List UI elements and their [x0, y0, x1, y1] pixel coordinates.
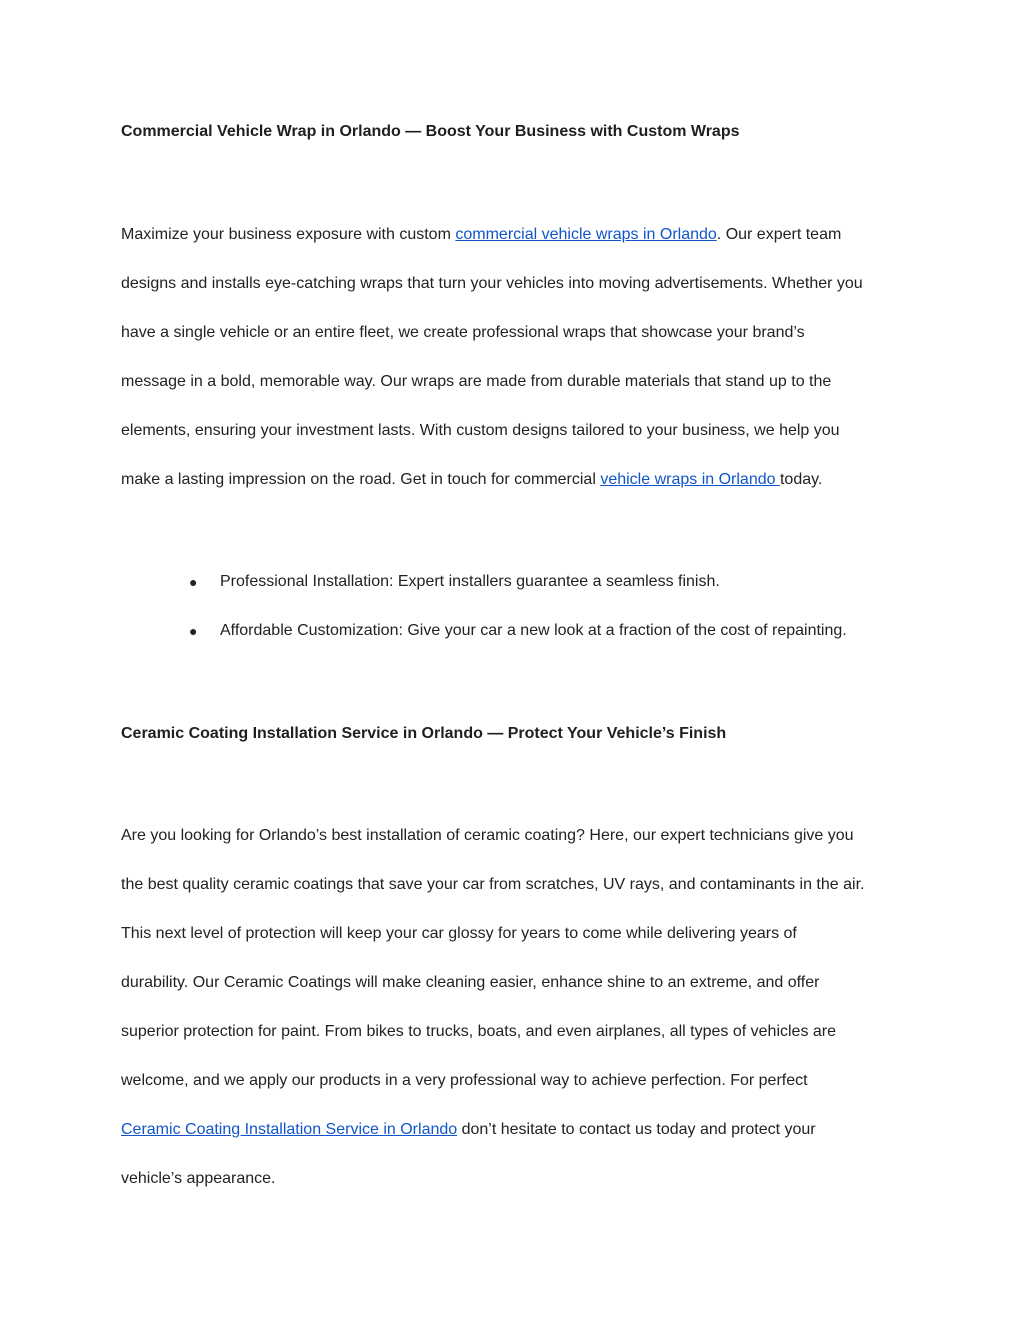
text-span: Maximize your business exposure with custom	[121, 226, 456, 243]
bullet-text: Professional Installation: Expert installers guarantee a seamless finish.	[220, 573, 720, 590]
paragraph-line	[121, 225, 841, 245]
paragraph-line: elements, ensuring your investment lasts. With custom designs tailored to your business, we help you	[121, 422, 840, 439]
paragraph-line: designs and installs eye-catching wraps that turn your vehicles into moving advertisements. Whether you	[121, 275, 863, 292]
paragraph-line: the best quality ceramic coatings that save your car from scratches, UV rays, and contaminants in the air.	[121, 876, 865, 893]
ceramic-coating-service-link[interactable]: Ceramic Coating Installation Service in Orlando	[121, 1121, 458, 1138]
paragraph-line: vehicle’s appearance.	[121, 1170, 276, 1187]
paragraph-line: durability. Our Ceramic Coatings will make cleaning easier, enhance shine to an extreme, and offer	[121, 974, 820, 991]
paragraph-line: Are you looking for Orlando’s best installation of ceramic coating? Here, our expert technicians give you	[121, 827, 854, 844]
paragraph-line: have a single vehicle or an entire fleet, we create professional wraps that showcase your brand’s	[121, 324, 805, 341]
bullet-text: Affordable Customization: Give your car a new look at a fraction of the cost of repainting.	[220, 622, 847, 639]
section-heading-commercial-wrap: Commercial Vehicle Wrap in Orlando — Boost Your Business with Custom Wraps	[121, 123, 740, 140]
paragraph-line: welcome, and we apply our products in a very professional way to achieve perfection. For perfect	[121, 1072, 808, 1089]
paragraph-line	[121, 1120, 816, 1140]
paragraph-line: This next level of protection will keep your car glossy for years to come while delivering years of	[121, 925, 797, 942]
commercial-vehicle-wraps-link[interactable]: commercial vehicle wraps in Orlando	[455, 226, 717, 243]
text-span: . Our expert team	[716, 226, 842, 243]
paragraph-line: superior protection for paint. From bikes to trucks, boats, and even airplanes, all types of vehicles are	[121, 1023, 837, 1040]
paragraph-line	[121, 470, 822, 490]
section-heading-ceramic-coating: Ceramic Coating Installation Service in Orlando — Protect Your Vehicle’s Finish	[121, 725, 727, 742]
bullet-icon: ●	[189, 623, 198, 639]
text-span: today.	[779, 471, 823, 488]
vehicle-wraps-orlando-link[interactable]: vehicle wraps in Orlando	[600, 471, 780, 488]
bullet-icon: ●	[189, 574, 198, 590]
text-span: don’t hesitate to contact us today and protect your	[457, 1121, 816, 1138]
paragraph-line: message in a bold, memorable way. Our wraps are made from durable materials that stand up to the	[121, 373, 832, 390]
text-span: make a lasting impression on the road. Get in touch for commercial	[121, 471, 601, 488]
